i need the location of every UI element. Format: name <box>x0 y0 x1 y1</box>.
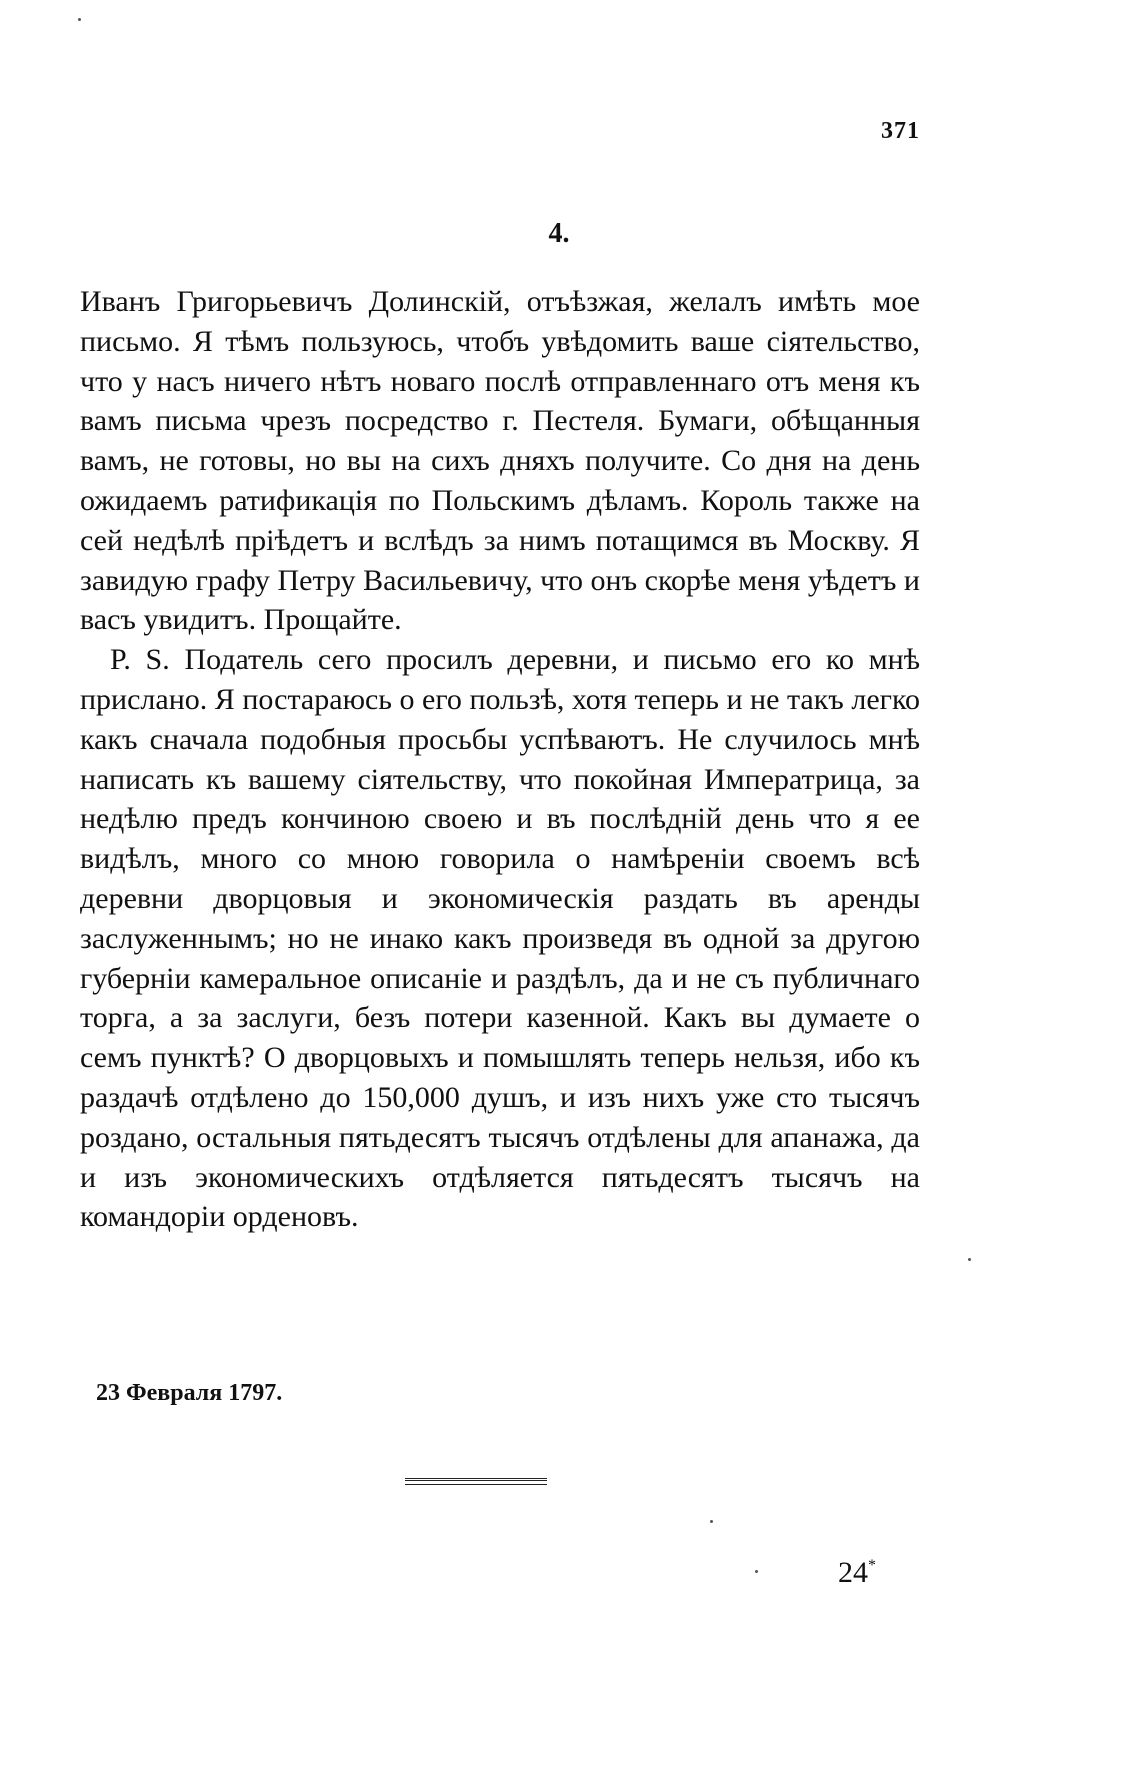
page-number: 371 <box>881 118 920 144</box>
scan-speck <box>755 1570 758 1573</box>
scan-speck <box>710 1520 713 1523</box>
signature-mark-number: 24 <box>838 1556 868 1589</box>
letter-paragraph-main: Иванъ Григорьевичъ Долинскій, отъѣзжая, желалъ имѣть мое письмо. Я тѣмъ пользуюсь, чтобъ увѣдомить ваше сіятельство, что у насъ ничего нѣтъ новаго послѣ отправленнаго отъ меня къ вамъ письма чрезъ посредство г. Пестеля. Бумаги, обѣщанныя вамъ, не готовы, но вы на сихъ дняхъ получите. Со дня на день ожидаемъ ратификацiя по Польскимъ дѣламъ. Король также на сей недѣлѣ прiѣдетъ и вслѣдъ за нимъ потащимся въ Москву. Я завидую графу Петру Васильевичу, что онъ скорѣе меня уѣдетъ и васъ увидитъ. Прощайте. <box>80 285 920 637</box>
letter-date: 23 Февраля 1797. <box>96 1380 283 1406</box>
section-divider-rule <box>405 1478 547 1485</box>
signature-mark-asterisk: * <box>868 1557 876 1574</box>
scan-speck <box>968 1258 971 1261</box>
letter-body <box>80 282 920 1237</box>
scan-speck <box>78 18 81 21</box>
printer-signature-mark <box>838 1556 876 1590</box>
letter-paragraph-postscript: P. S. Податель сего просилъ деревни, и письмо его ко мнѣ прислано. Я постараюсь о его пользѣ, хотя теперь и не такъ легко какъ сначала подобныя просьбы успѣваютъ. Не случилось мнѣ написать къ вашему сіятельству, что покойная Императрица, за недѣлю предъ кончиною своею и въ послѣдній день что я ее видѣлъ, много со мною говорила о намѣреніи своемъ всѣ деревни дворцовыя и экономическія раздать въ аренды заслуженнымъ; но не инако какъ произведя въ одной за другою губерніи камеральное описаніе и раздѣлъ, да и не съ публичнаго торга, а за заслуги, безъ потери казенной. Какъ вы думаете о семъ пунктѣ? О дворцовыхъ и помышлять теперь нельзя, ибо къ раздачѣ отдѣлено до 150,000 душъ, и изъ нихъ уже сто тысячъ роздано, остальныя пятьдесятъ тысячъ отдѣлены для апанажа, да и изъ экономическихъ отдѣляется пятьдесятъ тысячъ на командоріи орденовъ. <box>80 643 920 1234</box>
section-number: 4. <box>548 218 570 249</box>
